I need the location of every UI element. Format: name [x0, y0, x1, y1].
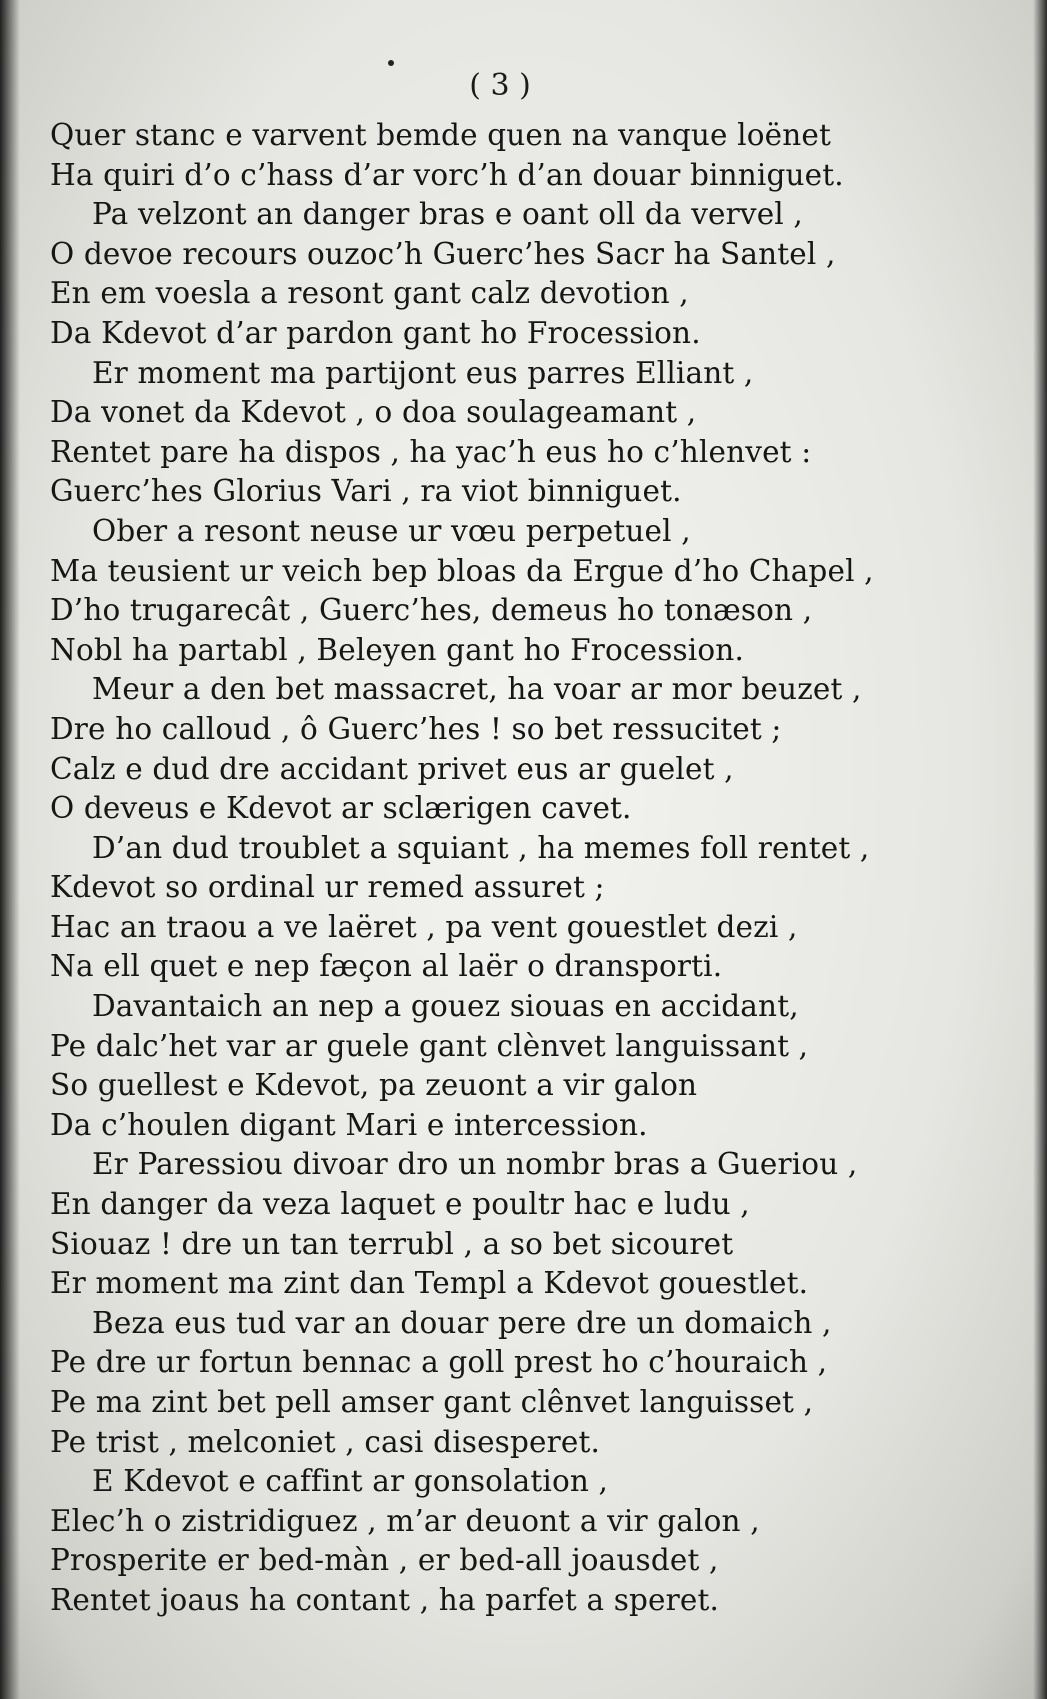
verse-line: Pa velzont an danger bras e oant oll da vervel ,	[92, 197, 803, 232]
verse-line: Ha quiri d’o c’hass d’ar vorc’h d’an douar binniguet.	[50, 157, 844, 192]
verse-line: O devoe recours ouzoc’h Guerc’hes Sacr ha Santel ,	[50, 236, 836, 271]
verse-line: D’an dud troublet a squiant , ha memes foll rentet ,	[92, 830, 870, 865]
verse-line: Meur a den bet massacret, ha voar ar mor beuzet ,	[92, 672, 862, 707]
verse-line: Er moment ma zint dan Templ a Kdevot gouestlet.	[50, 1266, 809, 1301]
verse-line: Beza eus tud var an douar pere dre un domaich ,	[92, 1305, 832, 1340]
verse-line: Quer stanc e varvent bemde quen na vanque loënet	[50, 118, 831, 152]
verse-line: D’ho trugarecât , Guerc’hes, demeus ho tonæson ,	[50, 593, 813, 628]
verse-line: Siouaz ! dre un tan terrubl , a so bet sicouret	[50, 1226, 734, 1261]
page-number: ( 3 )	[469, 68, 531, 103]
verse-line: So guellest e Kdevot, pa zeuont a vir galon	[50, 1068, 698, 1103]
verse-line: Da vonet da Kdevot , o doa soulageamant ,	[50, 395, 697, 430]
verse-line: Kdevot so ordinal ur remed assuret ;	[50, 870, 605, 905]
verse-line: Er moment ma partijont eus parres Elliant ,	[92, 355, 754, 390]
verse-line: Dre ho calloud , ô Guerc’hes ! so bet ressucitet ;	[50, 711, 782, 746]
verse-line: Pe trist , melconiet , casi disesperet.	[50, 1424, 601, 1459]
verse-line: Hac an traou a ve laëret , pa vent gouestlet dezi ,	[50, 909, 798, 944]
verse-line: Pe dre ur fortun bennac a goll prest ho c’houraich ,	[50, 1345, 828, 1380]
verse-line: Guerc’hes Glorius Vari , ra viot binniguet.	[50, 474, 682, 509]
verse-line: Davantaich an nep a gouez siouas en accidant,	[92, 989, 799, 1024]
verse-line: Nobl ha partabl , Beleyen gant ho Frocession.	[50, 632, 744, 667]
verse-line: En em voesla a resont gant calz devotion ,	[50, 276, 689, 311]
verse-line: O deveus e Kdevot ar sclærigen cavet.	[50, 791, 632, 826]
page-left-edge-shadow	[0, 0, 20, 1699]
verse-line: Da Kdevot d’ar pardon gant ho Frocession.	[50, 315, 701, 350]
verse-line: Ma teusient ur veich bep bloas da Ergue d’ho Chapel ,	[50, 553, 874, 588]
verse-line: E Kdevot e caffint ar gonsolation ,	[92, 1464, 609, 1499]
verse-line: Prosperite er bed-màn , er bed-all joausdet ,	[50, 1543, 719, 1578]
ink-dot-mark	[388, 60, 394, 66]
verse-line: Er Paressiou divoar dro un nombr bras a Gueriou ,	[92, 1147, 858, 1182]
verse-line: Rentet pare ha dispos , ha yac’h eus ho c’hlenvet :	[50, 434, 812, 469]
poem-text-block	[50, 116, 980, 1621]
verse-line: En danger da veza laquet e poultr hac e ludu ,	[50, 1187, 750, 1222]
verse-line: Da c’houlen digant Mari e intercession.	[50, 1107, 648, 1142]
page-right-edge-shadow	[1033, 0, 1047, 1699]
verse-line: Pe ma zint bet pell amser gant clênvet languisset ,	[50, 1385, 814, 1419]
verse-line: Calz e dud dre accidant privet eus ar guelet ,	[50, 751, 734, 786]
verse-line: Elec’h o zistridiguez , m’ar deuont a vir galon ,	[50, 1503, 760, 1538]
verse-line: Pe dalc’het var ar guele gant clènvet languissant ,	[50, 1028, 809, 1063]
verse-line: Rentet joaus ha contant , ha parfet a speret.	[50, 1582, 720, 1617]
verse-line: Ober a resont neuse ur vœu perpetuel ,	[92, 513, 691, 548]
verse-line: Na ell quet e nep fæçon al laër o dransporti.	[50, 949, 723, 984]
